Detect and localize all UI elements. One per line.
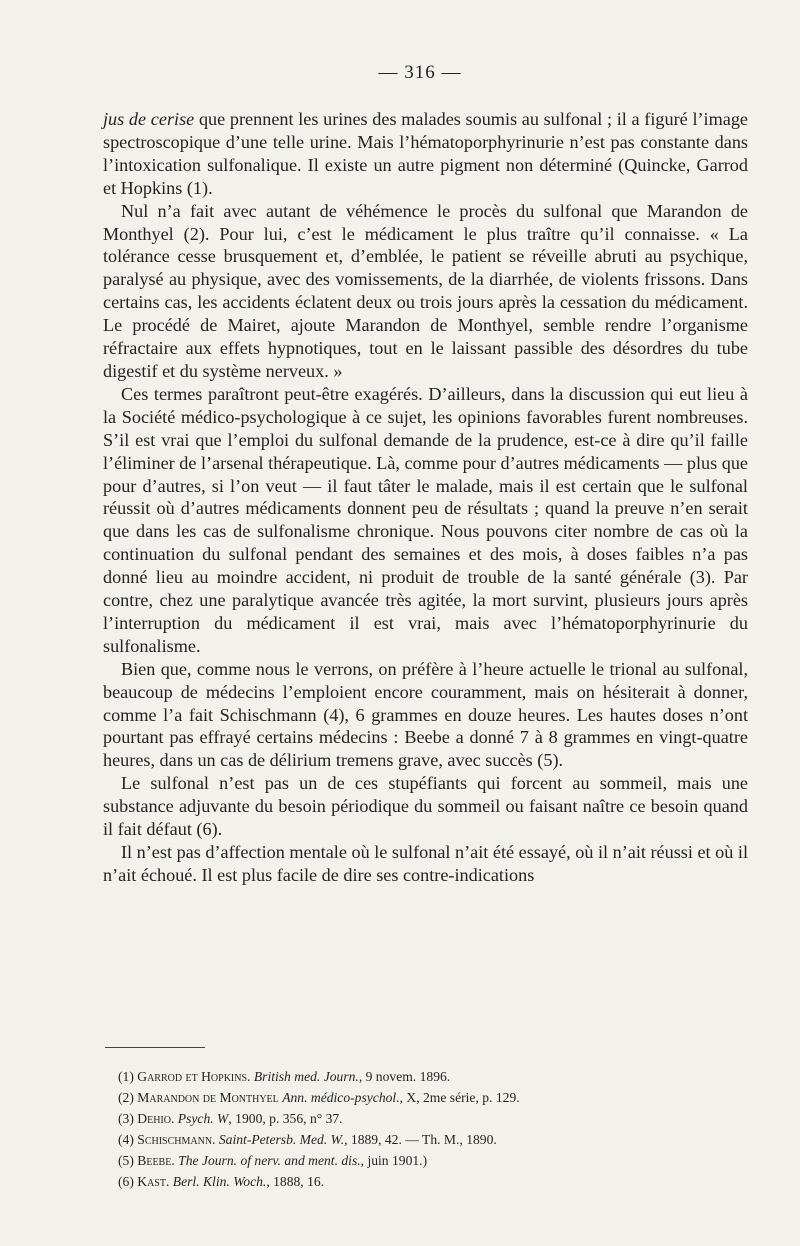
footnote-details: , 1888, 16. (266, 1174, 325, 1189)
paragraph-6: Il n’est pas d’affection mentale où le sulfonal n’ait été essayé, où il n’ait réussi et où il n’ait échoué. Il est plus facile de dire ses contre-indications (103, 842, 748, 885)
footnote-author: Garrod et Hopkins. (137, 1069, 251, 1084)
footnote-source: Psych. W (177, 1111, 229, 1126)
footnote-author: Beebe. (137, 1153, 175, 1168)
paragraph-1 (103, 108, 748, 200)
footnote-author: Schischmann. (137, 1132, 216, 1147)
footnote-number: (1) (118, 1069, 134, 1084)
footnote-number: (5) (118, 1153, 134, 1168)
footnote-details: , 9 novem. 1896. (358, 1069, 451, 1084)
footnote-source: Berl. Klin. Woch. (172, 1174, 267, 1189)
footnote-source: Ann. médico-psychol. (282, 1090, 400, 1105)
footnote-6 (118, 1171, 738, 1192)
footnote-details: , 1900, p. 356, n° 37. (228, 1111, 343, 1126)
footnote-divider (105, 1047, 205, 1048)
footnote-number: (4) (118, 1132, 134, 1147)
footnote-source: British med. Journ. (253, 1069, 359, 1084)
footnote-1 (118, 1066, 738, 1087)
italic-lead: jus de cerise (103, 109, 195, 129)
footnote-number: (6) (118, 1174, 134, 1189)
paragraph-5: Le sulfonal n’est pas un de ces stupéfiants qui forcent au sommeil, mais une substance adjuvante du besoin périodique du sommeil ou faisant naître ce besoin quand il fait défaut (6). (103, 773, 748, 840)
footnote-2 (118, 1087, 738, 1108)
footnote-details: , juin 1901.) (360, 1153, 428, 1168)
footnote-source: The Journ. of nerv. and ment. dis. (178, 1153, 361, 1168)
footnote-5 (118, 1150, 738, 1171)
paragraph-3: Ces termes paraîtront peut-être exagérés. D’ailleurs, dans la discussion qui eut lieu à la Société médico-psychologique à ce sujet, les opinions favorables furent nombreuses. S’il est vrai que l’emploi du sulfonal demande de la prudence, est-ce à dire qu’il faille l’éliminer de l’arsenal thérapeutique. Là, comme pour d’autres médicaments — plus que pour d’autres, si l’on veut — il faut tâter le malade, mais il est certain que le sulfonal réussit où d’autres médicaments donnent peu de résultats ; quand la preuve n’en serait que dans les cas de sulfonalisme chronique. Nous pouvons citer nombre de cas où la continuation du sulfonal pendant des semaines et des mois, à doses faibles n’a pas donné lieu au moindre accident, ni produit de trouble de la santé générale (3). Par contre, chez une paralytique avancée très agitée, la mort survint, plusieurs jours après l’interruption du médicament il est vrai, mais avec l’hématoporphyrinurie du sulfonalisme. (103, 383, 748, 656)
paragraph-2: Nul n’a fait avec autant de véhémence le procès du sulfonal que Marandon de Monthyel (2). Pour lui, c’est le médicament le plus traître qu’il connaisse. « La tolérance cesse brusquement et, d’emblée, le patient se réveille abruti au psychique, paralysé au physique, avec des vomissements, de la diarrhée, de violents frissons. Dans certains cas, les accidents éclatent deux ou trois jours après la cessation du médicament. Le procédé de Mairet, ajoute Marandon de Monthyel, semble rendre l’organisme réfractaire aux effets hypnotiques, tout en le laissant passible des désordres du tube digestif et du système nerveux. » (103, 200, 748, 381)
footnote-details: , X, 2me série, p. 129. (399, 1090, 520, 1105)
paragraph-1-text: que prennent les urines des malades soumis au sulfonal ; il a figuré l’image spectroscopique d’une telle urine. Mais l’hématoporphyrinurie n’est pas constante dans l’intoxication sulfonalique. Il existe un autre pigment non déterminé (Quincke, Garrod et Hopkins (1). (103, 109, 748, 198)
footnotes (118, 1066, 738, 1192)
paragraph-4: Bien que, comme nous le verrons, on préfère à l’heure actuelle le trional au sulfonal, beaucoup de médecins l’emploient encore couramment, mais on hésiterait à donner, comme l’a fait Schischmann (4), 6 grammes en douze heures. Les hautes doses n’ont pourtant pas effrayé certains médecins : Beebe a donné 7 à 8 grammes en vingt-quatre heures, dans un cas de délirium tremens grave, avec succès (5). (103, 658, 748, 771)
footnote-4 (118, 1129, 738, 1150)
footnote-details: , 1889, 42. — Th. M., 1890. (344, 1132, 497, 1147)
page-number: — 316 — (378, 62, 462, 83)
footnote-3 (118, 1108, 738, 1129)
body-text (103, 108, 748, 887)
footnote-source: Saint-Petersb. Med. W. (218, 1132, 345, 1147)
footnote-author: Marandon de Monthyel (137, 1090, 279, 1105)
footnote-author: Dehio. (137, 1111, 175, 1126)
footnote-number: (3) (118, 1111, 134, 1126)
footnote-author: Kast. (137, 1174, 170, 1189)
footnote-number: (2) (118, 1090, 134, 1105)
